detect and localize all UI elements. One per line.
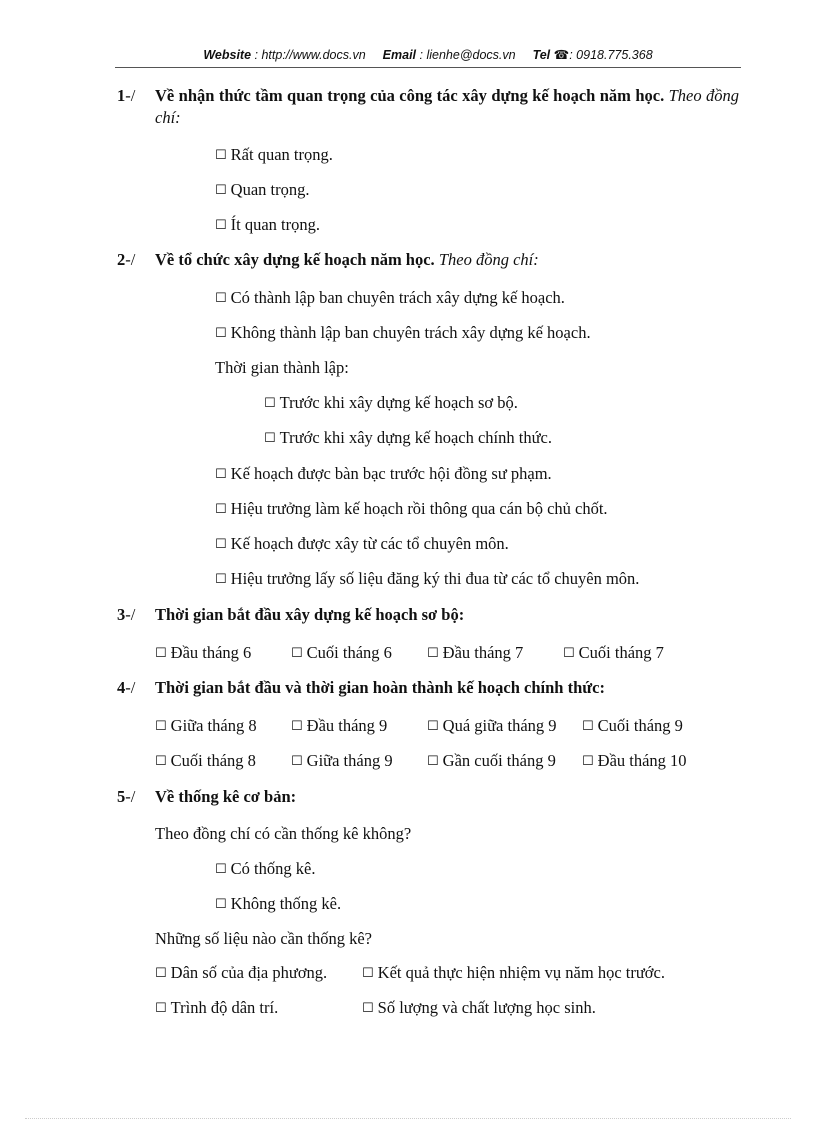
q1-option-3[interactable]: ☐ Ít quan trọng.: [215, 215, 321, 234]
q5-q2-option-1[interactable]: ☐ Dân số của địa phương.: [155, 963, 328, 982]
email-label: Email: [382, 48, 417, 62]
q4-number: 4-/: [117, 678, 136, 697]
q2-time-option-1[interactable]: ☐ Trước khi xây dựng kế hoạch sơ bộ.: [264, 393, 518, 412]
checkbox-icon[interactable]: ☐: [215, 862, 227, 877]
checkbox-icon[interactable]: ☐: [362, 1001, 374, 1016]
q5-number: 5-/: [117, 787, 136, 806]
q2-title: Về tổ chức xây dựng kế hoạch năm học. Theo đồng chí:: [155, 250, 539, 269]
q5-title: Về thống kê cơ bản:: [155, 787, 297, 806]
tel-value: : 0918.775.368: [569, 48, 653, 62]
phone-icon: ☎: [553, 48, 570, 62]
q5-question-2: Những số liệu nào cần thống kê?: [155, 929, 372, 948]
q4-row2-option-4[interactable]: ☐ Đầu tháng 10: [582, 751, 687, 770]
q2-option-1[interactable]: ☐ Có thành lập ban chuyên trách xây dựng kế hoạch.: [215, 288, 565, 307]
q4-row1-option-1[interactable]: ☐ Giữa tháng 8: [155, 716, 257, 735]
checkbox-icon[interactable]: ☐: [155, 754, 167, 769]
q3-option-2[interactable]: ☐ Cuối tháng 6: [291, 643, 392, 662]
checkbox-icon[interactable]: ☐: [291, 719, 303, 734]
checkbox-icon[interactable]: ☐: [155, 1001, 167, 1016]
q1-option-1[interactable]: ☐ Rất quan trọng.: [215, 145, 333, 164]
q4-row2-option-2[interactable]: ☐ Giữa tháng 9: [291, 751, 393, 770]
checkbox-icon[interactable]: ☐: [155, 966, 167, 981]
checkbox-icon[interactable]: ☐: [563, 646, 575, 661]
checkbox-icon[interactable]: ☐: [215, 502, 227, 517]
q5-q2-option-2[interactable]: ☐ Kết quả thực hiện nhiệm vụ năm học trước.: [362, 963, 665, 982]
checkbox-icon[interactable]: ☐: [215, 572, 227, 587]
tel-label: Tel: [532, 48, 551, 62]
website-value: : http://www.docs.vn: [254, 48, 366, 62]
checkbox-icon[interactable]: ☐: [215, 148, 227, 163]
q3-option-3[interactable]: ☐ Đầu tháng 7: [427, 643, 524, 662]
q3-option-4[interactable]: ☐ Cuối tháng 7: [563, 643, 664, 662]
q4-row2-option-3[interactable]: ☐ Gần cuối tháng 9: [427, 751, 556, 770]
q5-q2-option-4[interactable]: ☐ Số lượng và chất lượng học sinh.: [362, 998, 596, 1017]
q2-option-5[interactable]: ☐ Kế hoạch được xây từ các tổ chuyên môn.: [215, 534, 509, 553]
checkbox-icon[interactable]: ☐: [582, 719, 594, 734]
page-footer-rule: [25, 1118, 791, 1119]
q5-q1-option-2[interactable]: ☐ Không thống kê.: [215, 894, 342, 913]
q2-time-option-2[interactable]: ☐ Trước khi xây dựng kế hoạch chính thức.: [264, 428, 552, 447]
q4-row1-option-4[interactable]: ☐ Cuối tháng 9: [582, 716, 683, 735]
checkbox-icon[interactable]: ☐: [362, 966, 374, 981]
checkbox-icon[interactable]: ☐: [427, 646, 439, 661]
checkbox-icon[interactable]: ☐: [215, 897, 227, 912]
checkbox-icon[interactable]: ☐: [291, 754, 303, 769]
checkbox-icon[interactable]: ☐: [215, 291, 227, 306]
q5-q2-option-3[interactable]: ☐ Trình độ dân trí.: [155, 998, 279, 1017]
q2-option-3[interactable]: ☐ Kế hoạch được bàn bạc trước hội đồng sư phạm.: [215, 464, 552, 483]
checkbox-icon[interactable]: ☐: [264, 396, 276, 411]
q3-option-1[interactable]: ☐ Đầu tháng 6: [155, 643, 252, 662]
q4-row1-option-2[interactable]: ☐ Đầu tháng 9: [291, 716, 388, 735]
checkbox-icon[interactable]: ☐: [291, 646, 303, 661]
checkbox-icon[interactable]: ☐: [155, 719, 167, 734]
checkbox-icon[interactable]: ☐: [215, 218, 227, 233]
checkbox-icon[interactable]: ☐: [215, 467, 227, 482]
q5-question-1: Theo đồng chí có cần thống kê không?: [155, 824, 412, 843]
q5-q1-option-1[interactable]: ☐ Có thống kê.: [215, 859, 316, 878]
q3-title: Thời gian bắt đầu xây dựng kế hoạch sơ bộ:: [155, 605, 465, 624]
q4-title: Thời gian bắt đầu và thời gian hoàn thành kế hoạch chính thức:: [155, 678, 605, 697]
website-label: Website: [203, 48, 252, 62]
q2-option-6[interactable]: ☐ Hiệu trưởng lấy số liệu đăng ký thi đua từ các tổ chuyên môn.: [215, 569, 640, 588]
q2-option-2[interactable]: ☐ Không thành lập ban chuyên trách xây dựng kế hoạch.: [215, 323, 591, 342]
checkbox-icon[interactable]: ☐: [215, 537, 227, 552]
page-header: [115, 47, 741, 68]
q2-number: 2-/: [117, 250, 136, 269]
checkbox-icon[interactable]: ☐: [155, 646, 167, 661]
checkbox-icon[interactable]: ☐: [582, 754, 594, 769]
q1-title: Về nhận thức tầm quan trọng của công tác xây dựng kế hoạch năm học. Theo đồng chí:: [155, 86, 740, 127]
q1-option-2[interactable]: ☐ Quan trọng.: [215, 180, 310, 199]
checkbox-icon[interactable]: ☐: [427, 754, 439, 769]
checkbox-icon[interactable]: ☐: [264, 431, 276, 446]
checkbox-icon[interactable]: ☐: [215, 183, 227, 198]
q4-row2-option-1[interactable]: ☐ Cuối tháng 8: [155, 751, 256, 770]
q3-number: 3-/: [117, 605, 136, 624]
q2-option-4[interactable]: ☐ Hiệu trưởng làm kế hoạch rồi thông qua cán bộ chủ chốt.: [215, 499, 608, 518]
q1-number: 1-/: [117, 86, 136, 105]
q2-time-label: Thời gian thành lập:: [215, 358, 349, 377]
checkbox-icon[interactable]: ☐: [215, 326, 227, 341]
checkbox-icon[interactable]: ☐: [427, 719, 439, 734]
email-value: : lienhe@docs.vn: [419, 48, 516, 62]
q4-row1-option-3[interactable]: ☐ Quá giữa tháng 9: [427, 716, 557, 735]
